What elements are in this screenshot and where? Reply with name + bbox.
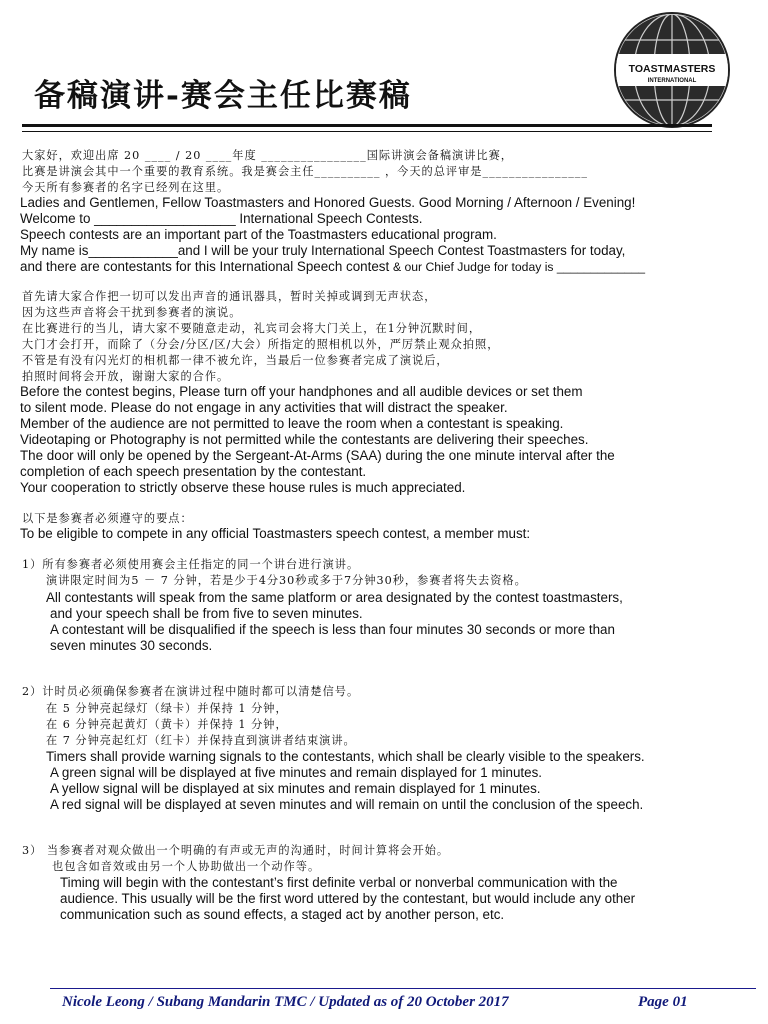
page-number: Page 01 (638, 994, 688, 1010)
logo-text-top: TOASTMASTERS (628, 63, 716, 75)
item3-zh-line-2: 也包含如音效或由另一个人协助做出一个动作等。 (52, 860, 321, 873)
intro-en-line-1: Ladies and Gentlemen, Fellow Toastmasters and Honored Guests. Good Morning / Afternoon / Evening! (20, 195, 636, 210)
item2-en-line-2: A green signal will be displayed at five minutes and remain displayed for 1 minutes. (50, 765, 543, 780)
item3-zh-line-1: 3） 当参赛者对观众做出一个明确的有声或无声的沟通时，时间计算将会开始。 (22, 844, 450, 857)
footer-rule (50, 988, 756, 989)
rules-en-line-1: Before the contest begins, Please turn off your handphones and all audible devices or set them (20, 384, 583, 399)
rules-zh-line-2: 因为这些声音将会干扰到参赛者的演说。 (22, 306, 242, 319)
item1-zh-line-2: 演讲限定时间为5 － 7 分钟，若是少于4分30秒或多于7分钟30秒，参赛者将失去资格。 (46, 574, 527, 587)
item2-zh-line-1: 2）计时员必须确保参赛者在演讲过程中随时都可以清楚信号。 (22, 685, 360, 698)
toastmasters-logo (612, 10, 732, 130)
item3-en-line-3: communication such as sound effects, a staged act by another person, etc. (60, 907, 505, 922)
rules-en-line-2: to silent mode. Please do not engage in any activities that will distract the speaker. (20, 400, 508, 415)
intro-zh-line-3: 今天所有参赛者的名字已经列在这里。 (22, 181, 230, 194)
item2-en-line-4: A red signal will be displayed at seven minutes and will remain on until the conclusion of the speech. (50, 797, 644, 812)
rules-en-line-4: Videotaping or Photography is not permitted while the contestants are delivering their speeches. (20, 432, 589, 447)
item2-zh-line-2: 在 5 分钟亮起绿灯（绿卡）并保持 1 分钟， (46, 702, 288, 715)
intro-en-line-3: Speech contests are an important part of the Toastmasters educational program. (20, 227, 497, 242)
item1-en-line-3: A contestant will be disqualified if the speech is less than four minutes 30 seconds or more than (50, 622, 615, 637)
rules-zh-line-5: 不管是有没有闪光灯的相机都一律不被允许，当最后一位参赛者完成了演说后， (22, 354, 449, 367)
item2-en-line-1: Timers shall provide warning signals to the contestants, which shall be clearly visible to the speakers. (46, 749, 645, 764)
rules-zh-line-3: 在比赛进行的当儿，请大家不要随意走动，礼宾司会将大门关上，在1分钟沉默时间， (22, 322, 482, 335)
item3-en-line-1: Timing will begin with the contestant’s first definite verbal or nonverbal communication with the (60, 875, 618, 890)
header-rule-thin (22, 131, 712, 132)
item1-en-line-4: seven minutes 30 seconds. (50, 638, 213, 653)
page-title: 备稿演讲-赛会主任比赛稿 (34, 78, 412, 114)
intro-en-line-5 (20, 259, 645, 275)
rules-zh-line-4: 大门才会打开，而除了（分会/分区/区/大会）所指定的照相机以外，严厉禁止观众拍照， (22, 338, 500, 351)
footer-credit: Nicole Leong / Subang Mandarin TMC / Updated as of 20 October 2017 (62, 994, 509, 1010)
item1-en-line-2: and your speech shall be from five to seven minutes. (50, 606, 363, 621)
item2-en-line-3: A yellow signal will be displayed at six minutes and remain displayed for 1 minutes. (50, 781, 541, 796)
item2-zh-line-4: 在 7 分钟亮起红灯（红卡）并保持直到演讲者结束演讲。 (46, 734, 356, 747)
intro-en-line-2: Welcome to ___________________ International Speech Contests. (20, 211, 423, 226)
header-rule-thick (22, 124, 712, 127)
eligibility-en: To be eligible to compete in any official Toastmasters speech contest, a member must: (20, 526, 531, 541)
item1-zh-line-1: 1）所有参赛者必须使用赛会主任指定的同一个讲台进行演讲。 (22, 558, 360, 571)
item1-en-line-1: All contestants will speak from the same platform or area designated by the contest toastmasters, (46, 590, 623, 605)
item3-en-line-2: audience. This usually will be the first word uttered by the contestant, but would include any other (60, 891, 636, 906)
rules-en-line-5: The door will only be opened by the Sergeant-At-Arms (SAA) during the one minute interval after the (20, 448, 615, 463)
intro-zh-line-2: 比赛是讲演会其中一个重要的教育系统。我是赛会主任__________ ，今天的总评审是________________ (22, 165, 588, 178)
intro-en-line-4: My name is____________and I will be your truly International Speech Contest Toastmasters for today, (20, 243, 626, 258)
logo-text-bottom: INTERNATIONAL (647, 78, 697, 84)
rules-zh-line-6: 拍照时间将会开放，谢谢大家的合作。 (22, 370, 230, 383)
intro-zh-line-1: 大家好，欢迎出席 20 ____ / 20 ____年度 ________________国际讲演会备稿演讲比赛， (22, 149, 513, 162)
rules-en-line-6: completion of each speech presentation by the contestant. (20, 464, 367, 479)
item2-zh-line-3: 在 6 分钟亮起黄灯（黄卡）并保持 1 分钟， (46, 718, 288, 731)
rules-en-line-7: Your cooperation to strictly observe these house rules is much appreciated. (20, 480, 466, 495)
chief-judge-blank: & our Chief Judge for today is _____________ (392, 260, 646, 274)
rules-zh-line-1: 首先请大家合作把一切可以发出声音的通讯器具，暂时关掉或调到无声状态， (22, 290, 437, 303)
rules-en-line-3: Member of the audience are not permitted to leave the room when a contestant is speaking. (20, 416, 564, 431)
intro-en-line-5-text: and there are contestants for this International Speech contest (20, 259, 390, 274)
eligibility-zh: 以下是参赛者必须遵守的要点： (22, 512, 193, 525)
